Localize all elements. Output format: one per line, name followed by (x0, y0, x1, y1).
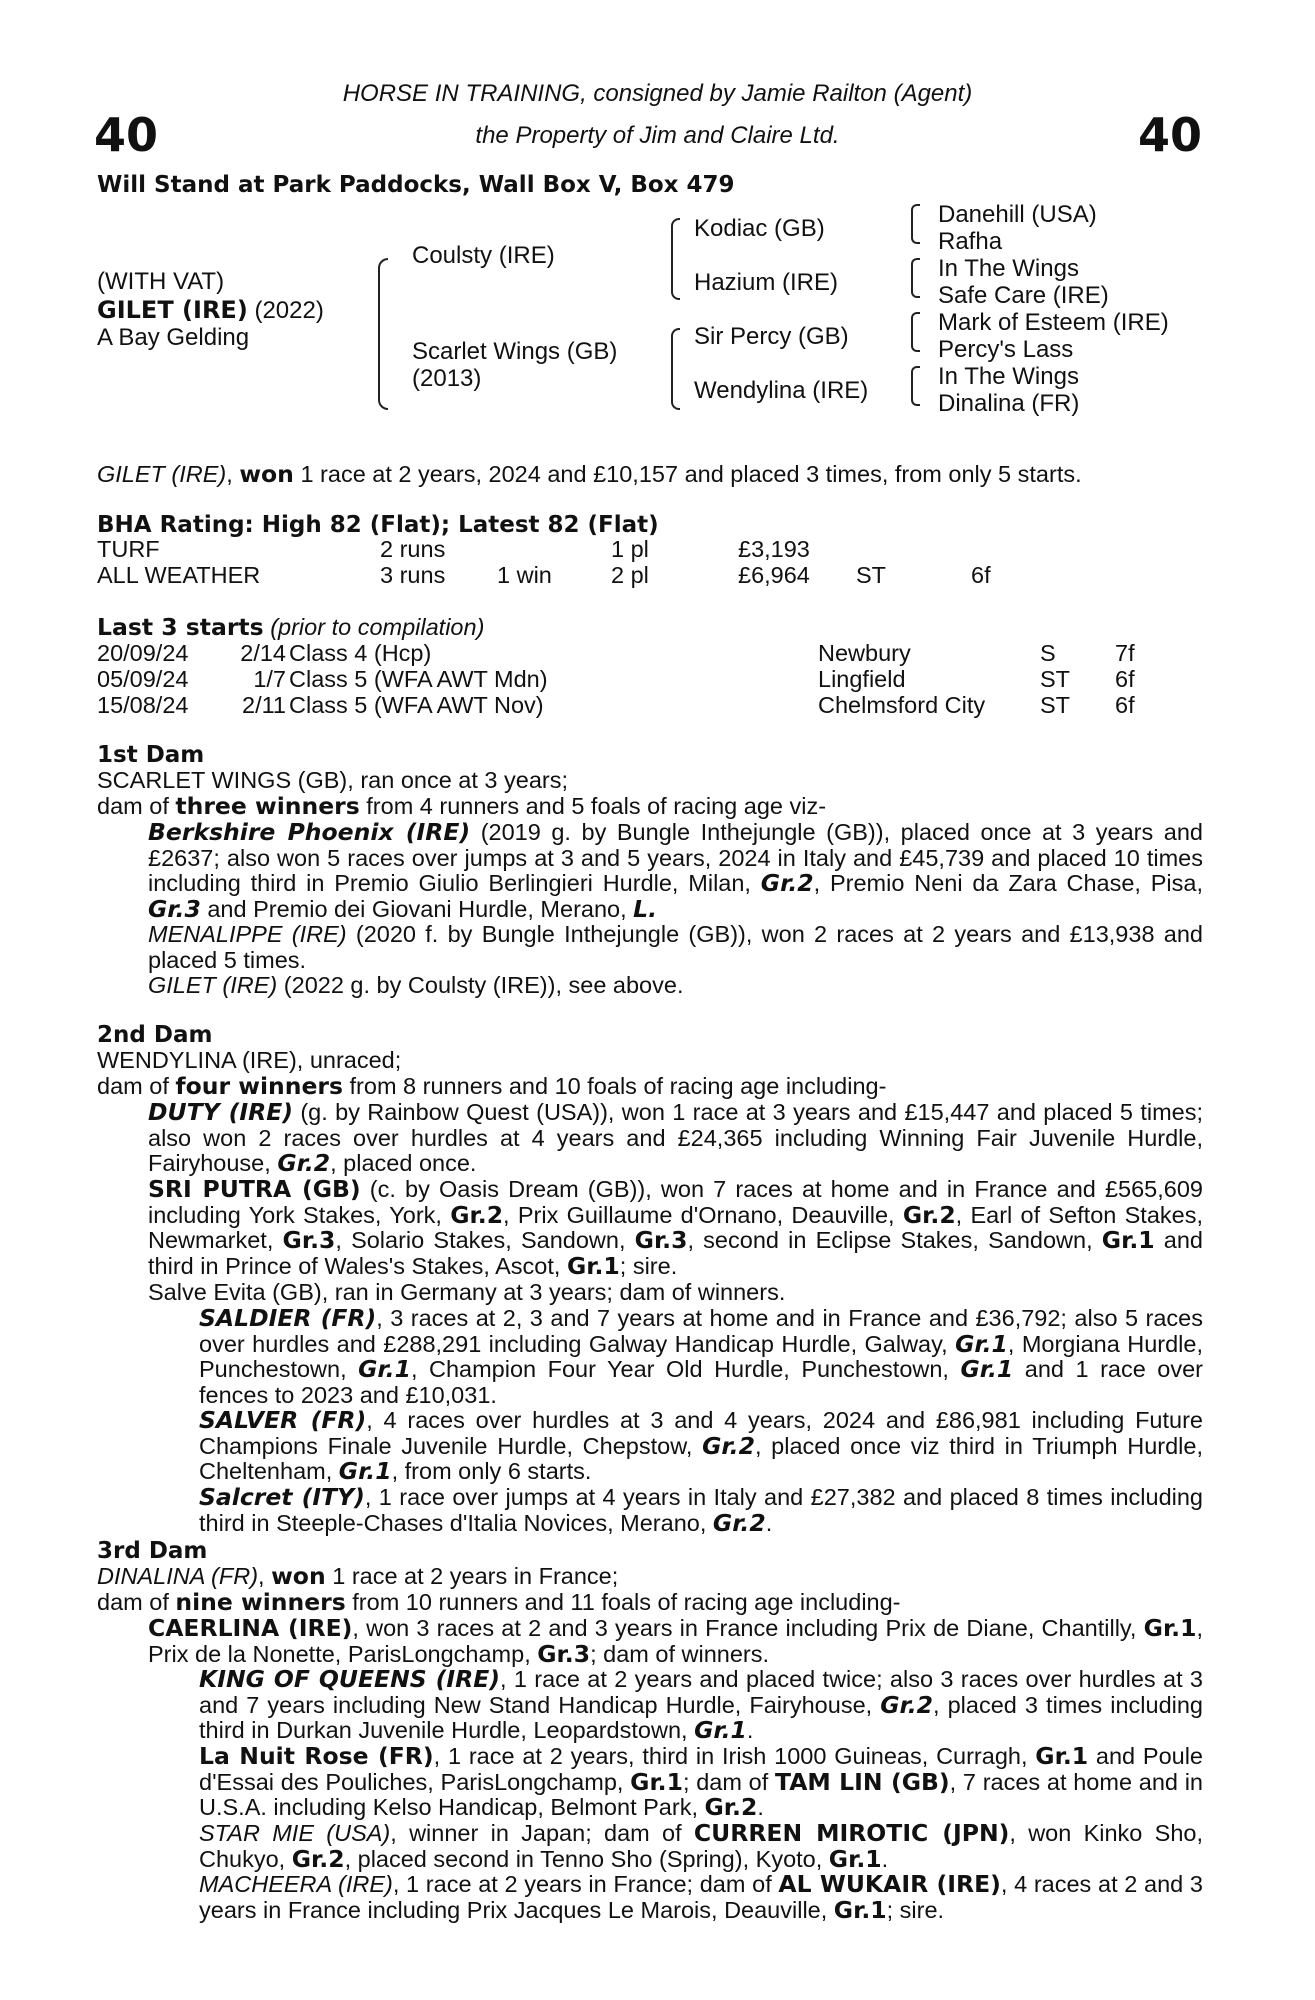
pedigree-gs3: Sir Percy (GB) (694, 323, 849, 350)
pedigree-gs1: Kodiac (GB) (694, 215, 825, 242)
horse-title (97, 296, 324, 325)
pedigree-gs4: Wendylina (IRE) (694, 377, 869, 404)
third-generation-entry: SALVER (FR), 4 races over hurdles at 3 and 4 years, 2024 and £86,981 including Future Champions Finale Juvenile Hurdle, Chepstow, Gr.2, placed once viz third in Triumph Hurdle, Cheltenham, Gr.1, from only 6 starts. (199, 1406, 1203, 1485)
pedigree-sire: Coulsty (IRE) (412, 242, 555, 269)
rating-title: BHA Rating: High 82 (Flat); Latest 82 (Flat) (97, 512, 659, 538)
pedigree-brace-sire (671, 218, 680, 300)
first-dam-entry: Berkshire Phoenix (IRE) (2019 g. by Bungle Inthejungle (GB)), placed once at 3 years and £2637; also won 5 races over jumps at 3 and 5 years, 2024 in Italy and £45,739 and placed 10 times including third in Premio Giulio Berlingieri Hurdle, Milan, Gr.2, Premio Neni da Zara Chase, Pisa, Gr.3 and Premio dei Giovani Hurdle, Merano, L. (148, 818, 1203, 923)
horse-description: A Bay Gelding (97, 324, 250, 351)
last-starts-title: Last 3 starts (prior to compilation) (97, 613, 485, 641)
consignor-line: HORSE IN TRAINING, consigned by Jamie Railton (Agent) (342, 80, 973, 107)
property-line: the Property of Jim and Claire Ltd. (475, 122, 840, 149)
first-dam-line: SCARLET WINGS (GB), ran once at 3 years; (97, 767, 569, 793)
pedigree-ggs5: Mark of Esteem (IRE) (938, 309, 1169, 336)
pedigree-ggs8: Dinalina (FR) (938, 390, 1080, 417)
horse-year: (2022) (254, 297, 324, 324)
pedigree-ggs4: Safe Care (IRE) (938, 282, 1109, 309)
pedigree-gs2: Hazium (IRE) (694, 269, 839, 296)
second-dam-produce-line: dam of four winners from 8 runners and 10 foals of racing age including- (97, 1072, 887, 1100)
pedigree-dam: Scarlet Wings (GB) (412, 338, 618, 365)
third-dam-line: DINALINA (FR), won 1 race at 2 years in France; (97, 1562, 619, 1590)
pedigree-brace-gs1 (911, 204, 920, 244)
pedigree-ggs6: Percy's Lass (938, 336, 1074, 363)
second-dam-entry: SRI PUTRA (GB) (c. by Oasis Dream (GB)), won 7 races at home and in France and £565,609 including York Stakes, York, Gr.2, Prix Guillaume d'Ornano, Deauville, Gr.2, Earl of Sefton Stakes, Newmarket, Gr.3, Solario Stakes, Sandown, Gr.3, second in Eclipse Stakes, Sandown, Gr.1 and third in Prince of Wales's Stakes, Ascot, Gr.1; sire. (148, 1175, 1203, 1280)
pedigree-brace-gs4 (911, 366, 920, 406)
stand-location: Will Stand at Park Paddocks, Wall Box V, Box 479 (97, 172, 735, 198)
pedigree-ggs2: Rafha (938, 228, 1003, 255)
third-generation-entry: Salcret (ITY), 1 race over jumps at 4 years in Italy and £27,382 and placed 8 times including third in Steeple-Chases d'Italia Novices, Merano, Gr.2. (199, 1483, 1204, 1537)
second-dam-entry: DUTY (IRE) (g. by Rainbow Quest (USA)), won 1 race at 3 years and £15,447 and placed 5 times; also won 2 races over hurdles at 4 years and £24,365 including Winning Fair Juvenile Hurdle, Fairyhouse, Gr.2, placed once. (148, 1098, 1203, 1177)
pedigree-ggs7: In The Wings (938, 363, 1079, 390)
third-dam-entry: CAERLINA (IRE), won 3 races at 2 and 3 years in France including Prix de Diane, Chantilly, Gr.1, Prix de la Nonette, ParisLongchamp, Gr.3; dam of winners. (148, 1614, 1203, 1668)
second-dam-heading: 2nd Dam (97, 1022, 213, 1048)
race-summary: GILET (IRE), won 1 race at 2 years, 2024 and £10,157 and placed 3 times, from only 5 starts. (97, 460, 1082, 488)
pedigree-brace-dam (671, 328, 680, 410)
pedigree-brace-gs3 (911, 312, 920, 352)
third-dam-grand-entry: STAR MIE (USA), winner in Japan; dam of CURREN MIROTIC (JPN), won Kinko Sho, Chukyo, Gr.2, placed second in Tenno Sho (Spring), Kyoto, Gr.1. (199, 1819, 1203, 1873)
first-dam-entry: GILET (IRE) (2022 g. by Coulsty (IRE)), see above. (148, 972, 684, 998)
pedigree-brace-main (378, 258, 388, 410)
vat-note: (WITH VAT) (97, 268, 225, 295)
second-dam-line: WENDYLINA (IRE), unraced; (97, 1047, 402, 1073)
horse-name: GILET (IRE) (97, 296, 248, 324)
third-dam-grand-entry: MACHEERA (IRE), 1 race at 2 years in France; dam of AL WUKAIR (IRE), 4 races at 2 and 3 years in France including Prix Jacques Le Marois, Deauville, Gr.1; sire. (199, 1870, 1204, 1924)
third-dam-grand-entry: KING OF QUEENS (IRE), 1 race at 2 years and placed twice; also 3 races over hurdles at 3 and 7 years including New Stand Handicap Hurdle, Fairyhouse, Gr.2, placed 3 times including third in Durkan Juvenile Hurdle, Leopardstown, Gr.1. (199, 1665, 1203, 1744)
first-dam-heading: 1st Dam (97, 742, 205, 768)
third-generation-entry: SALDIER (FR), 3 races at 2, 3 and 7 years at home and in France and £36,792; also 5 races over hurdles and £288,291 including Galway Handicap Hurdle, Galway, Gr.1, Morgiana Hurdle, Punchestown, Gr.1, Champion Four Year Old Hurdle, Punchestown, Gr.1 and 1 race over fences to 2023 and £10,031. (199, 1304, 1204, 1408)
pedigree-ggs1: Danehill (USA) (938, 201, 1097, 228)
first-dam-entry: MENALIPPE (IRE) (2020 f. by Bungle Inthejungle (GB)), won 2 races at 2 years and £13,938 and placed 5 times. (148, 921, 1203, 973)
lot-number-left: 40 (94, 108, 159, 162)
third-dam-produce-line: dam of nine winners from 10 runners and 11 foals of racing age including- (97, 1588, 901, 1616)
second-dam-entry: Salve Evita (GB), ran in Germany at 3 years; dam of winners. (148, 1279, 786, 1305)
third-dam-heading: 3rd Dam (97, 1538, 208, 1564)
third-dam-grand-entry: La Nuit Rose (FR), 1 race at 2 years, third in Irish 1000 Guineas, Curragh, Gr.1 and Poule d'Essai des Pouliches, ParisLongchamp, Gr.1; dam of TAM LIN (GB), 7 races at home and in U.S.A. including Kelso Handicap, Belmont Park, Gr.2. (199, 1742, 1204, 1821)
first-dam-produce-line: dam of three winners from 4 runners and 5 foals of racing age viz- (97, 792, 827, 820)
pedigree-ggs3: In The Wings (938, 255, 1079, 282)
pedigree-brace-gs2 (911, 258, 920, 298)
lot-number-right: 40 (1137, 108, 1202, 162)
pedigree-dam-year: (2013) (412, 365, 482, 392)
